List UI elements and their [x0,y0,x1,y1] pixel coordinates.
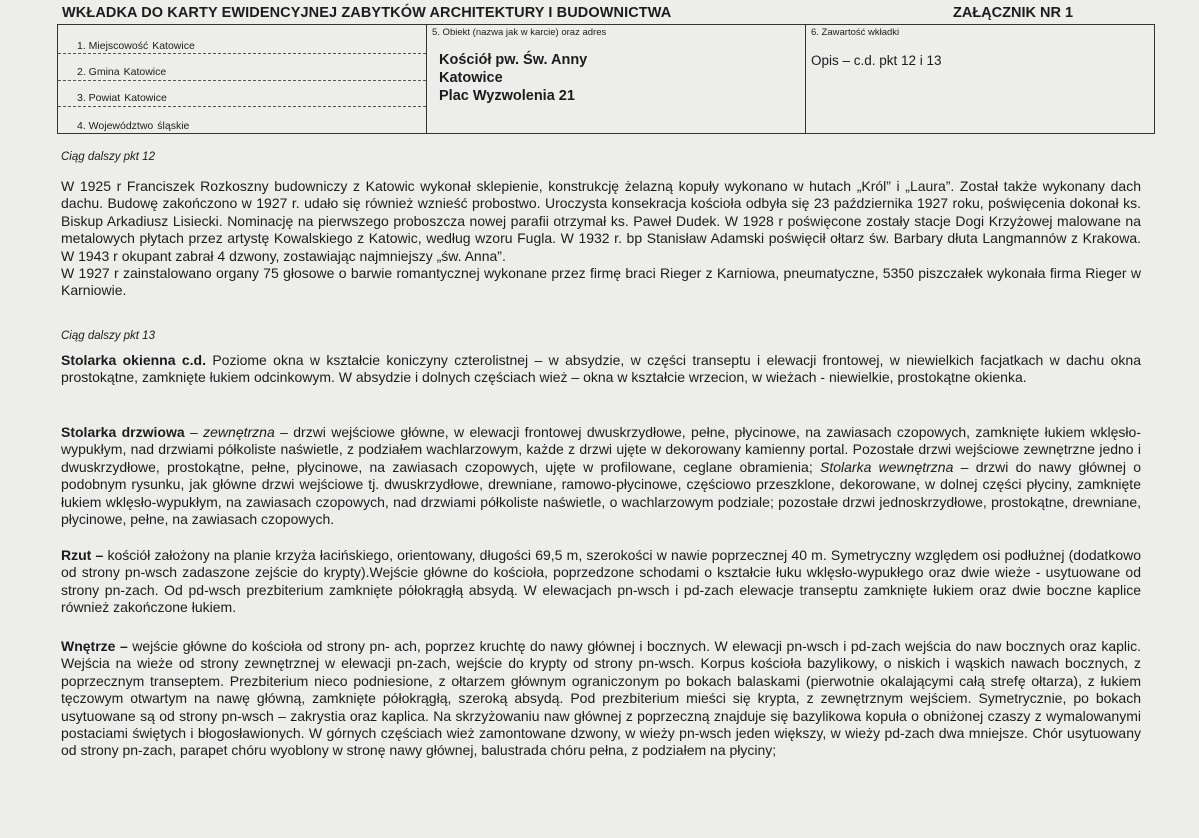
column-divider [805,25,806,133]
paragraph-text: wejście główne do kościoła od strony pn- ach, poprzez kruchtę do nawy głównej i bocznych. W elewacji pn-wsch i pd-zach wejścia do naw bocznych oraz kaplic. Wejścia na wieże od strony zewnętrznej w elewacji pn-zach, wejście do krypty od strony pn-wsch. Korpus kościoła bazylikowy, o niskich i wąskich nawach bocznych, z poprzecznym transeptem. Prezbiterium nieco podniesione, z ołtarzem głównym ograniczonym po bokach balaskami (pierwotnie okalającymi całą strefę ołtarza), z łukiem tęczowym otwartym na nawę główną, zamknięte półokrągłą, szeroką absydą. Pod prezbiterium mieści się krypta, z zewnętrznym wejściem. Symetrycznie, po bokach usytuowane są od strony pn-wsch – zakrystia oraz kaplica. Na skrzyżowaniu naw głównej z poprzeczną znajduje się bazylikowa kopuła o obniżonej czaszy z wymalowanymi postaciami świętych i błogosławionych. W górnych częściach wież zamontowane dzwony, w wieży pn-wsch jeden większy, w wieży pd-zach dwa mniejsze. Chór usytuowany od strony pn-zach, parapet chóru wyoblony w stronę nawy głównej, balustrada chóru pełna, z podziałem na płyciny; [61,638,1141,759]
object-address: Plac Wyzwolenia 21 [439,88,575,104]
field-miejscowosc [77,40,195,52]
field-value: Katowice [152,40,195,52]
field-label: 3. Powiat [77,92,121,104]
field-underline [58,53,426,54]
field-label: 4. Województwo [77,120,154,132]
paragraph-lead: Stolarka drzwiowa [61,424,185,440]
field-powiat [77,92,167,104]
paragraph-subhead: Stolarka wewnętrzna [820,458,954,475]
paragraph: W 1925 r Franciszek Rozkoszny budowniczy z Katowic wykonał sklepienie, konstrukcję żelazną kopuły wykonano w hutach „Król” i „Laura”. Został także wykonany dach dachu. Budowę zakończono w 1927 r. udało się również wznieść probostwo. Uroczysta konsekracja kościoła odbyła się 23 października 1927 roku, poświęcenia dokonał ks. Biskup Arkadiusz Lisiecki. Nominację na pierwszego proboszcza nowej parafii otrzymał ks. Paweł Dudek. W 1928 r poświęcone zostały stacje Dogi Krzyżowej malowane na metalowych płytach przez artystę Kowalskiego z Katowic, według wzoru Fugla. W 1932 r. bp Stanisław Adamski poświęcił ołtarz św. Barbary dłuta Langmannów z Krakowa. W 1943 r okupant zabrał 4 dzwony, zostawiając najmniejszy „św. Anna”. [61,178,1141,264]
object-name: Kościół pw. Św. Anny [439,52,588,68]
paragraph-lead: Wnętrze – [61,638,128,654]
paragraph-dash: – [184,424,204,440]
windows-paragraph [61,352,1141,387]
contents-field-label: 6. Zawartość wkładki [811,27,900,38]
field-value: Katowice [124,92,167,104]
document-title: WKŁADKA DO KARTY EWIDENCYJNEJ ZABYTKÓW ARCHITEKTURY I BUDOWNICTWA [62,5,672,21]
column-divider [426,25,427,133]
section-12-text [61,178,1141,300]
doors-paragraph [61,424,1141,528]
header-form-box [57,24,1155,134]
field-value: Katowice [123,66,167,78]
paragraph-lead: Rzut – [61,547,104,563]
section-13-label: Ciąg dalszy pkt 13 [61,330,155,342]
field-underline [58,106,426,107]
paragraph-text: – drzwi wejściowe główne, w elewacji frontowej dwuskrzydłowe, pełne, płycinowe, na zawiasach czopowych, zamknięte łukiem wklęsło-wypukłym, nad drzwiami półkoliste naświetle, z podziałem wachlarzowym, każde z drzwi ujęte w dekorowany kamienny portal. Pozostałe drzwi wejściowe zewnętrzne jedno i dwuskrzydłowe, prostokątne, pełne, płycinowe, na zawiasach czopowych, ujęte w profilowane, ceglane obramienia; [61,424,1141,475]
field-wojewodztwo [77,120,189,132]
contents-value: Opis – c.d. pkt 12 i 13 [811,53,942,68]
paragraph-lead: Stolarka okienna c.d. [61,352,206,368]
field-value: śląskie [157,120,190,132]
paragraph: W 1927 r zainstalowano organy 75 głosowe o barwie romantycznej wykonane przez firmę braci Rieger z Karniowa, pneumatyczne, 5350 piszczałek wykonała firma Rieger w Karniowie. [61,265,1141,299]
field-underline [58,80,426,81]
object-city: Katowice [439,70,503,86]
field-label: 2. Gmina [77,66,120,78]
section-12-label: Ciąg dalszy pkt 12 [61,151,155,163]
paragraph-text: – drzwi do nawy głównej o podobnym rysunku, jak główne drzwi wejściowe tj. dwuskrzydłowe, drewniane, ramowo-płycinowe, częściowo przeszklone, dekorowane, w dolnej części płyciny, zamknięte łukiem wklęsło-wypukłym, na zawiasach czopowych, nad drzwiami półkoliste naświetle, o wachlarzowym podziale; pozostałe drzwi jednoskrzydłowe, prostokątne, drewniane, płycinowe, pełne, na zawiasach czopowych. [61,458,1142,528]
paragraph-text: Poziome okna w kształcie koniczyny czterolistnej – w absydzie, w części transeptu i elewacji frontowej, w niewielkich facjatkach w dachu okna prostokątne, zamknięte łukiem odcinkowym. W absydzie i dolnych częściach wież – okna w kształcie wrzecion, w wieżach - niewielkie, prostokątne okienka. [61,352,1141,386]
object-field-label: 5. Obiekt (nazwa jak w karcie) oraz adres [432,27,607,38]
field-label: 1. Miejscowość [77,40,149,52]
plan-paragraph [61,547,1141,617]
field-gmina [77,66,166,78]
paragraph-subhead: zewnętrzna [203,424,275,440]
interior-paragraph [61,638,1141,760]
paragraph-text: kościół założony na planie krzyża łacińskiego, orientowany, długości 69,5 m, szerokości w nawie poprzecznej 40 m. Symetryczny względem osi podłużnej (dodatkowo od strony pn-wsch zadaszone zejście do krypty).Wejście główne do kościoła, poprzedzone schodami o kształcie łuku wklęsło-wypukłego oraz dwie wieże - usytuowane od strony pn-zach. Od pd-wsch prezbiterium zamknięte półokrągłą absydą. W elewacjach pn-wsch i pd-zach elewacje transeptu zamknięte łukiem oraz dwie boczne kaplice również zakończone łukiem. [61,547,1141,616]
annex-label: ZAŁĄCZNIK NR 1 [953,5,1074,21]
